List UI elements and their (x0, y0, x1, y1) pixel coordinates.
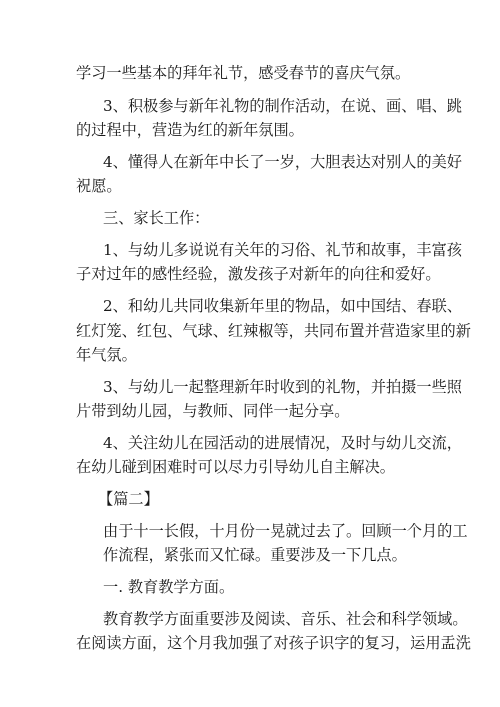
text-line: 的过程中，营造为红的新年氛围。 (76, 121, 304, 139)
text-line: 片带到幼儿园，与教师、同伴一起分享。 (76, 402, 350, 420)
text-line: 子对过年的感性经验，激发孩子对新年的向往和爱好。 (76, 265, 441, 283)
text-line: 祝愿。 (76, 177, 122, 195)
section-heading: 一. 教育教学方面。 (103, 578, 235, 596)
text-line: 4、懂得人在新年中长了一岁，大胆表达对别人的美好 (103, 153, 462, 171)
text-line: 作流程，紧张而又忙碌。重要涉及一下几点。 (103, 546, 407, 564)
text-line: 教育教学方面重要涉及阅读、音乐、社会和科学领域。 (103, 610, 468, 628)
text-line: 在幼儿碰到困难时可以尽力引导幼儿自主解决。 (76, 458, 395, 476)
text-line: 红灯笼、红包、气球、红辣椒等，共同布置并营造家里的新 (76, 322, 471, 340)
section-heading: 三、家长工作： (103, 209, 210, 227)
text-line: 3、积极参与新年礼物的制作活动，在说、画、唱、跳 (103, 97, 462, 115)
text-line: 3、与幼儿一起整理新年时收到的礼物，并拍摄一些照 (103, 378, 462, 396)
section-heading: 【篇二】 (98, 490, 159, 508)
text-line: 学习一些基本的拜年礼节，感受春节的喜庆气氛。 (76, 64, 411, 82)
text-line: 1、与幼儿多说说有关年的习俗、礼节和故事，丰富孩 (103, 241, 462, 259)
text-line: 年气氛。 (76, 346, 137, 364)
text-line: 2、和幼儿共同收集新年里的物品，如中国结、春联、 (103, 297, 462, 315)
text-line: 4、关注幼儿在园活动的进展情况，及时与幼儿交流， (103, 434, 462, 452)
text-line: 由于十一长假，十月份一晃就过去了。回顾一个月的工 (103, 522, 468, 540)
text-line: 在阅读方面，这个月我加强了对孩子识字的复习，运用盂洗 (76, 634, 471, 652)
